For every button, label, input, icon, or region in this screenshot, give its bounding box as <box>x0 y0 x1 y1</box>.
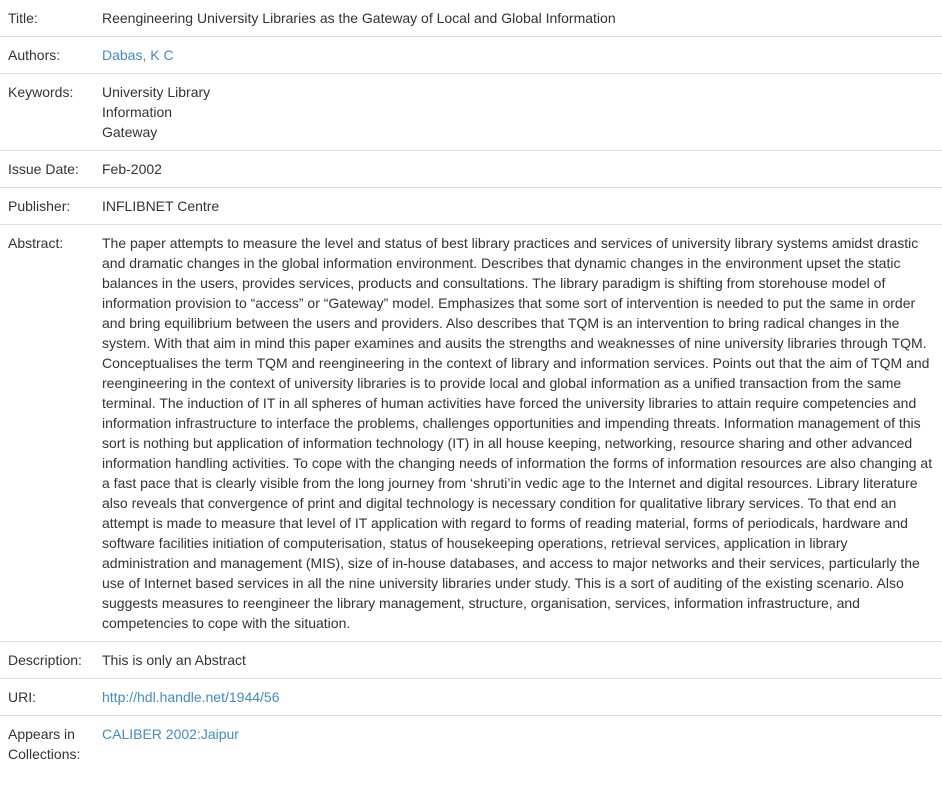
description-value: This is only an Abstract <box>102 652 246 668</box>
abstract-row <box>0 225 942 642</box>
field-value-cell <box>94 151 942 188</box>
field-label: Keywords: <box>0 74 94 151</box>
field-label: Issue Date: <box>0 151 94 188</box>
field-value-cell <box>94 642 942 679</box>
abstract-value: The paper attempts to measure the level and status of best library practices and services of university library systems amidst drastic and dramatic changes in the global information environment. Describes that dynamic changes in the environment upset the static balances in the users, provides services, products and consultations. The library paradigm is shifting from storehouse model of information provision to “access” or “Gateway” model. Emphasizes that some sort of intervention is needed to put the same in order and bring equilibrium between the users and providers. Also describes that TQM is an intervention to bring radical changes in the system. With that aim in mind this paper examines and ausits the strengths and weaknesses of nine university libraries through TQM. Conceptualises the term TQM and reengineering in the context of library and information services. Points out that the aim of TQM and reengineering in the context of university libraries is to provide local and global information as a unified transaction from the same terminal. The induction of IT in all spheres of human activities have forced the university libraries to attain require competencies and information infrastructure to interface the problems, challenges opportunities and impending threats. Information management of this sort is nothing but application of information technology (IT) in all house keeping, networking, resource sharing and other advanced information handling activities. To cope with the changing needs of information the forms of information resources are also changing at a fast pace that is clearly visible from the long journey from ‘shruti’in vedic age to the Internet and digital resources. Library literature also reveals that convergence of print and digital technology is necessary condition for qualitative library services. To that end an attempt is made to measure that level of IT application with regard to forms of reading material, forms of periodicals, hardware and software facilities initiation of computerisation, status of housekeeping operations, retrieval services, application in library administration and management (MIS), size of in-house databases, and access to major networks and their services, particularly the use of Internet based services in all the nine university libraries under study. This is a sort of auditing of the existing scenario. Also suggests measures to reengineer the library management, structure, organisation, services, information infrastructure, and competencies to cope with the situation. <box>102 235 933 631</box>
field-value-cell <box>94 716 942 773</box>
authors-row <box>0 37 942 74</box>
field-value-cell <box>94 0 942 37</box>
uri-row <box>0 679 942 716</box>
issue-date-value: Feb-2002 <box>102 161 162 177</box>
description-row <box>0 642 942 679</box>
field-value-cell <box>94 37 942 74</box>
publisher-row <box>0 188 942 225</box>
field-label: Title: <box>8 10 38 26</box>
field-value-cell <box>94 225 942 642</box>
field-value-cell <box>94 679 942 716</box>
keyword-line: Gateway <box>102 124 158 140</box>
collection-link[interactable]: CALIBER 2002:Jaipur <box>102 726 239 742</box>
publisher-value: INFLIBNET Centre <box>102 198 220 214</box>
keyword-line: Information <box>102 104 173 120</box>
field-label: Publisher: <box>0 188 94 225</box>
field-label: Authors: <box>0 37 94 74</box>
keyword-line: University Library <box>102 84 211 100</box>
field-label: Description: <box>0 642 94 679</box>
field-label: URI: <box>0 679 94 716</box>
collections-row <box>0 716 942 773</box>
title-value: Reengineering University Libraries as the Gateway of Local and Global Information <box>102 10 616 26</box>
uri-link[interactable]: http://hdl.handle.net/1944/56 <box>102 689 280 705</box>
keywords-row <box>0 74 942 151</box>
field-value-cell <box>94 74 942 151</box>
issue-date-row <box>0 151 942 188</box>
field-label: Appears in Collections: <box>0 716 94 773</box>
author-link[interactable]: Dabas, K C <box>102 47 174 63</box>
field-value-cell <box>94 188 942 225</box>
field-label: Abstract: <box>0 225 94 642</box>
title-row <box>0 0 942 37</box>
